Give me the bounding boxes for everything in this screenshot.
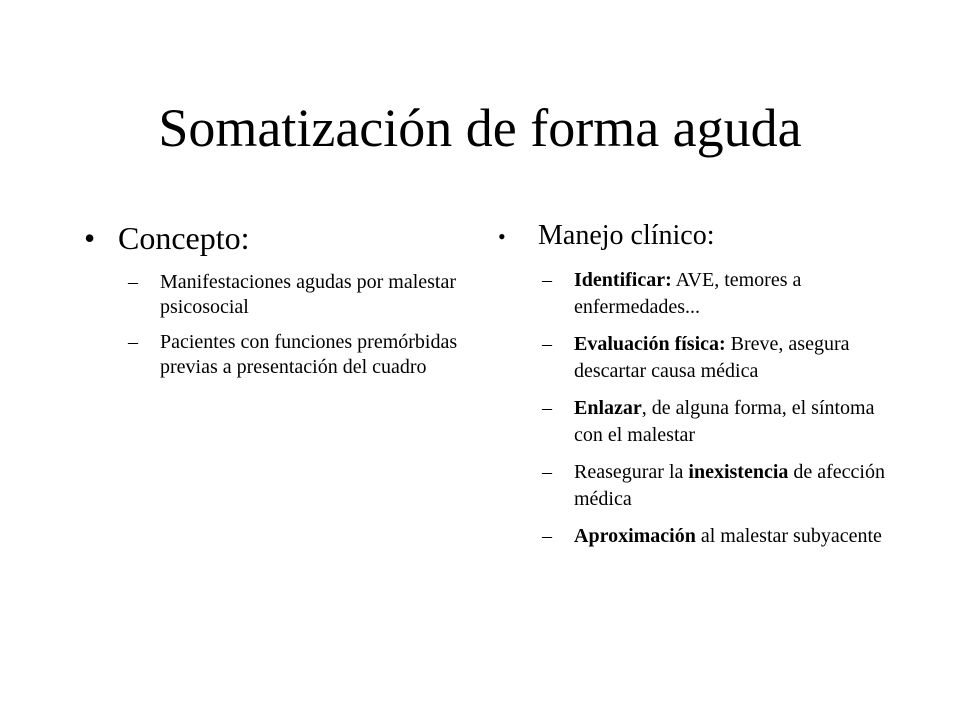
list-item: [542, 395, 898, 449]
manejo-list: [498, 267, 898, 550]
list-item-text: Pacientes con funciones premórbidas previas a presentación del cuadro: [160, 331, 458, 378]
dash-icon: –: [128, 271, 138, 293]
manejo-bullet: [498, 216, 898, 257]
dash-icon: –: [542, 525, 552, 547]
list-item-pre: Reasegurar la: [574, 461, 689, 483]
list-item-text: [574, 523, 898, 550]
list-item: [542, 267, 898, 321]
dash-icon: –: [542, 269, 552, 291]
list-item-rest: , de alguna forma, el síntoma con el malestar: [574, 397, 875, 446]
left-column: [84, 216, 474, 390]
list-item: [128, 330, 474, 380]
list-item-rest: de afección médica: [574, 461, 885, 510]
concepto-heading: Concepto:: [118, 220, 250, 256]
dash-icon: –: [542, 397, 552, 419]
list-item-bold: Identificar:: [574, 269, 672, 291]
manejo-heading: Manejo clínico:: [538, 220, 715, 251]
concepto-bullet: [84, 216, 474, 260]
list-item: [128, 270, 474, 320]
concepto-list: [84, 270, 474, 380]
list-item-bold: inexistencia: [688, 461, 789, 483]
list-item: [542, 523, 898, 550]
list-item-text: [574, 395, 898, 449]
right-column: [498, 216, 898, 560]
list-item-bold: Enlazar: [574, 397, 642, 419]
list-item-rest: AVE, temores a enfermedades...: [574, 269, 802, 318]
slide-title: Somatización de forma aguda: [158, 98, 802, 158]
list-item-rest: al malestar subyacente: [695, 525, 882, 547]
list-item: [542, 331, 898, 385]
dash-icon: –: [542, 461, 552, 483]
dash-icon: –: [542, 333, 552, 355]
list-item-rest: Breve, asegura descartar causa médica: [574, 333, 850, 382]
bullet-icon: •: [84, 220, 96, 256]
list-item-text: [574, 331, 898, 385]
bullet-icon: •: [498, 224, 506, 249]
list-item-text: [574, 459, 898, 513]
list-item-text: Manifestaciones agudas por malestar psicosocial: [160, 271, 457, 318]
list-item: [542, 459, 898, 513]
list-item-bold: Aproximación: [574, 525, 696, 547]
dash-icon: –: [128, 331, 138, 353]
list-item-text: [574, 267, 898, 321]
list-item-bold: Evaluación física:: [574, 333, 726, 355]
